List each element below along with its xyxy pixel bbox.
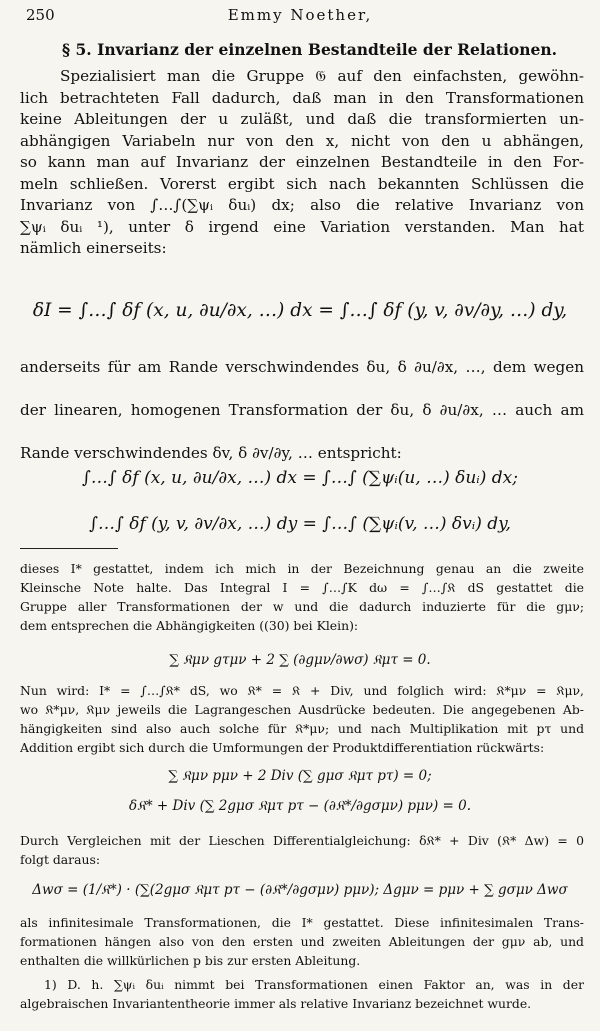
equation-variation-y: ∫…∫ δf (y, v, ∂v/∂x, …) dy = ∫…∫ (∑ψᵢ(v, …) δvᵢ) dy,	[89, 514, 511, 534]
page-number: 250	[26, 6, 55, 24]
text-line: meln schließen. Vorerst ergibt sich nach bekannten Schlüssen die	[20, 174, 584, 193]
text-line: nämlich einerseits:	[20, 239, 167, 257]
equation-dependencies: ∑ 𝔎μν gτμν + 2 ∑ (∂gμν/∂wσ) 𝔎μτ = 0.	[169, 652, 431, 668]
text-line: Invarianz von ∫…∫(∑ψᵢ δuᵢ) dx; also die relative Invarianz von	[20, 196, 584, 214]
footnote-line: 1) D. h. ∑ψᵢ δuᵢ nimmt bei Transformationen einen Faktor an, was in der	[44, 977, 584, 992]
text-line: wo 𝔎*μν, 𝔎μν jeweils die Lagrangeschen Ausdrücke bedeuten. Die angegebenen Ab-	[20, 701, 584, 717]
equation-divergence-2: δ𝔎* + Div (∑ 2gμσ 𝔎μτ pτ − (∂𝔎*/∂gσμν) pμν) = 0.	[128, 798, 472, 814]
equation-infinitesimal: Δwσ = (1/𝔎*) · (∑(2gμσ 𝔎μτ pτ − (∂𝔎*/∂gσμν) pμν); Δgμν = pμν + ∑ gσμν Δwσ	[32, 882, 568, 898]
text-line: als infinitesimale Transformationen, die I* gestattet. Diese infinitesimalen Trans-	[20, 915, 584, 930]
text-line: hängigkeiten sind also auch solche für 𝔎*μν; und nach Multiplikation mit pτ und	[20, 720, 584, 736]
text-line: Gruppe aller Transformationen der w und die dadurch induzierte für die gμν;	[20, 598, 584, 614]
running-head: Emmy Noether,	[227, 6, 373, 24]
paragraph-small-3	[20, 832, 584, 870]
text-line: formationen hängen also von den ersten und zweiten Ableitungen der gμν ab, und	[20, 933, 584, 949]
text-line: Spezialisiert man die Gruppe 𝔊 auf den einfachsten, gewöhn-	[60, 67, 584, 85]
text-line: Kleinsche Note halte. Das Integral I = ∫…∫K dω = ∫…∫𝔎 dS gestattet die	[20, 579, 584, 595]
text-line: enthalten die willkürlichen p bis zur ersten Ableitung.	[20, 952, 361, 968]
paragraph-1	[20, 66, 584, 260]
text-line: folgt daraus:	[20, 851, 101, 867]
equation-variation-x: ∫…∫ δf (x, u, ∂u/∂x, …) dx = ∫…∫ (∑ψᵢ(u, …) δuᵢ) dx;	[82, 468, 518, 488]
paragraph-2	[20, 346, 584, 475]
text-line: Rande verschwindendes δv, δ ∂v/∂y, … entspricht:	[20, 444, 402, 462]
text-line: lich betrachteten Fall dadurch, daß man in den Transformationen	[20, 88, 584, 107]
text-line: der linearen, homogenen Transformation der δu, δ ∂u/∂x, … auch am	[20, 401, 584, 419]
paragraph-small-2	[20, 682, 584, 758]
divider-rule	[20, 548, 118, 549]
text-line: anderseits für am Rande verschwindendes δu, δ ∂u/∂x, …, dem wegen	[20, 358, 584, 376]
text-line: dem entsprechen die Abhängigkeiten ((30) bei Klein):	[20, 617, 359, 633]
text-line: dieses I* gestattet, indem ich mich in der Bezeichnung genau an die zweite	[20, 561, 584, 576]
text-line: Nun wird: I* = ∫…∫𝔎* dS, wo 𝔎* = 𝔎 + Div, und folglich wird: 𝔎*μν = 𝔎μν,	[20, 683, 584, 698]
paragraph-small-1	[20, 560, 584, 636]
footnote	[20, 976, 584, 1014]
text-line: abhängigen Variabeln nur von den x, nicht von den u abhängen,	[20, 131, 584, 150]
paragraph-small-4	[20, 914, 584, 971]
text-line: keine Ableitungen der u zuläßt, und daß die transformierten un-	[20, 110, 584, 128]
section-heading: § 5. Invarianz der einzelnen Bestandteile der Relationen.	[62, 40, 558, 59]
equation-delta-I: δI = ∫…∫ δf (x, u, ∂u/∂x, …) dx = ∫…∫ δf (y, v, ∂v/∂y, …) dy,	[32, 300, 568, 321]
text-line: Durch Vergleichen mit der Lieschen Differentialgleichung: δ𝔎* + Div (𝔎* Δw) = 0	[20, 833, 584, 848]
text-line: ∑ψᵢ δuᵢ ¹), unter δ irgend eine Variation verstanden. Man hat	[20, 217, 584, 236]
text-line: Addition ergibt sich durch die Umformungen der Produktdifferentiation rückwärts:	[20, 739, 545, 755]
footnote-line: algebraischen Invariantentheorie immer als relative Invarianz bezeichnet wurde.	[20, 995, 532, 1011]
text-line: so kann man auf Invarianz der einzelnen Bestandteile in den For-	[20, 153, 584, 171]
equation-divergence-1: ∑ 𝔎μν pμν + 2 Div (∑ gμσ 𝔎μτ pτ) = 0;	[168, 768, 432, 784]
